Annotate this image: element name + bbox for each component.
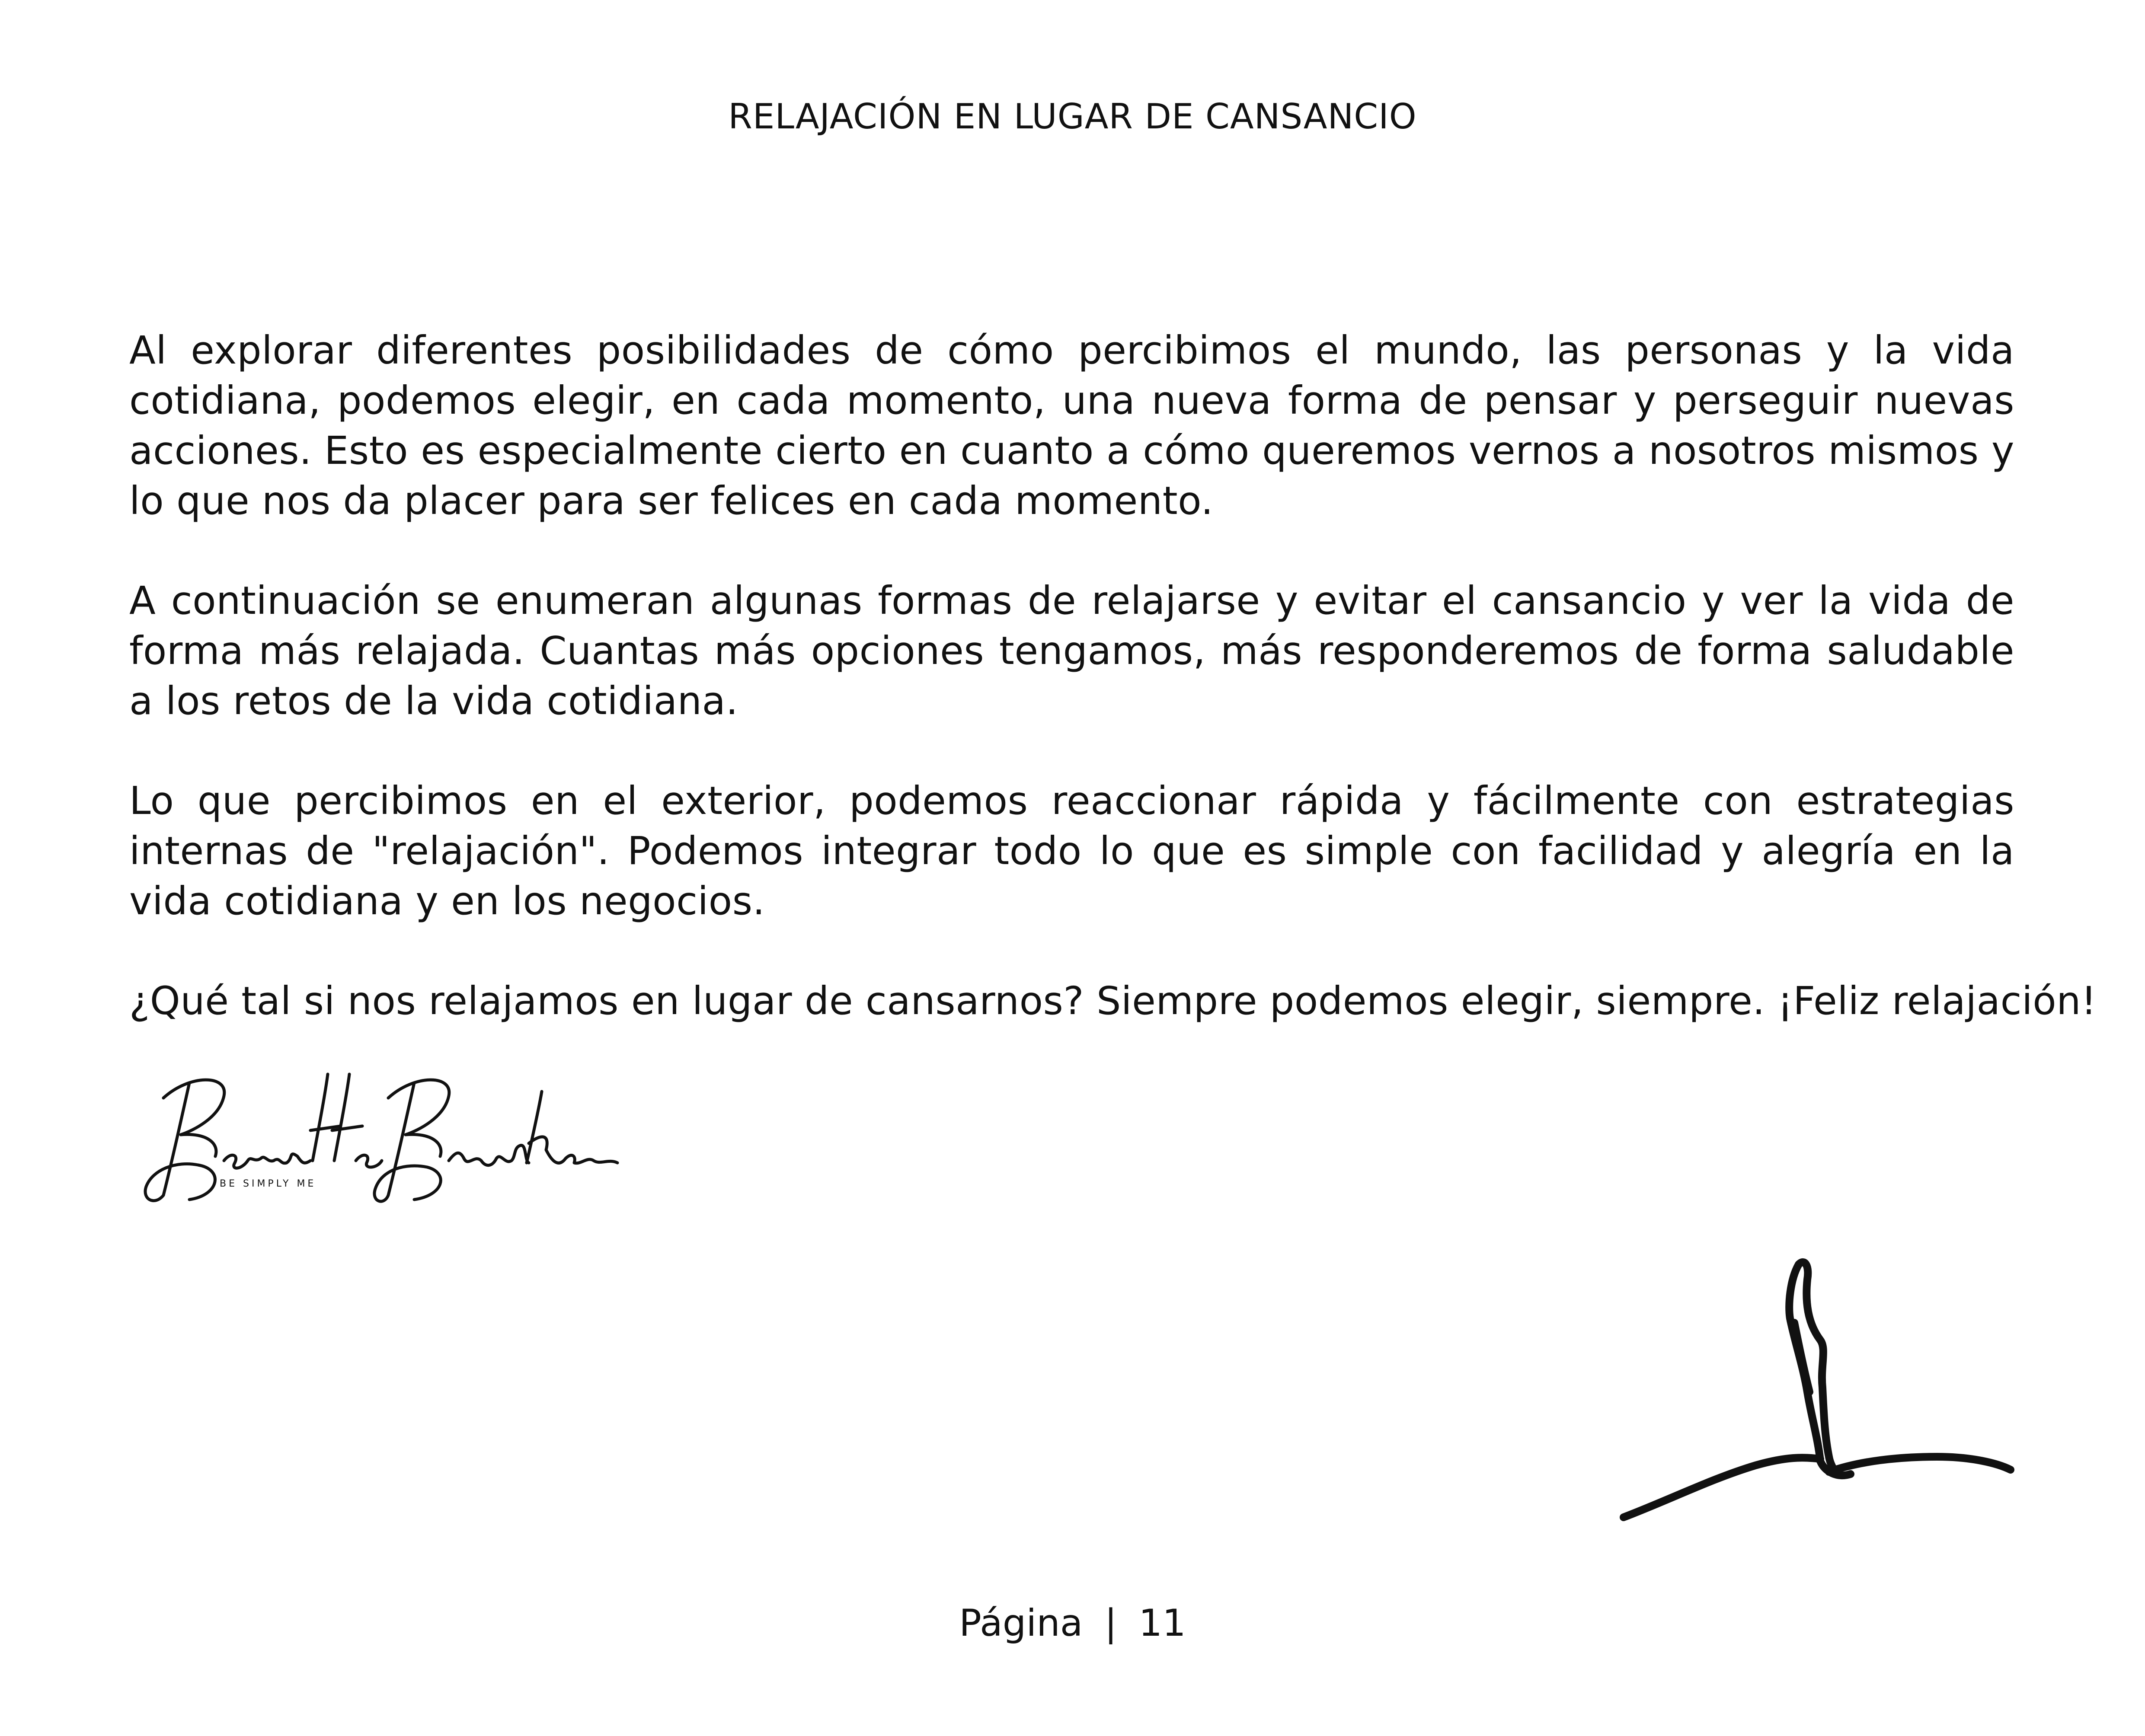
- paragraph-1: Al explorar diferentes posibilidades de cómo percibimos el mundo, las personas y la vida cotidiana, podemos elegir, en cada momento, una nueva forma de pensar y perseguir nuevas acciones. Esto es especialmente cierto en cuanto a cómo queremos vernos a nosotros mismos y lo que nos da placer para ser felices en cada momento.: [129, 328, 2014, 523]
- body-text: [129, 325, 2097, 1075]
- page-number: 11: [1138, 1602, 1186, 1645]
- page-separator: |: [1104, 1602, 1117, 1645]
- signature-tagline: BE SIMPLY ME: [220, 1178, 316, 1189]
- page-footer: [0, 1599, 2145, 1647]
- signature-logo: [137, 1057, 626, 1217]
- page-header-title: RELAJACIÓN EN LUGAR DE CANSANCIO: [728, 96, 1417, 137]
- illustration-image: [1617, 1254, 2028, 1535]
- line-art-illustration: [1617, 1254, 2028, 1535]
- signature-image: [137, 1057, 626, 1217]
- paragraph-2: A continuación se enumeran algunas formas de relajarse y evitar el cansancio y ver la vida de forma más relajada. Cuantas más opciones tengamos, más responderemos de forma saludable a los retos de la vida cotidiana.: [129, 578, 2014, 723]
- paragraph-4: ¿Qué tal si nos relajamos en lugar de cansarnos? Siempre podemos elegir, siempre. ¡Feliz relajación!: [129, 978, 2097, 1023]
- paragraph-3: Lo que percibimos en el exterior, podemos reaccionar rápida y fácilmente con estrategias internas de "relajación". Podemos integrar todo lo que es simple con facilidad y alegría en la vida cotidiana y en los negocios.: [129, 778, 2014, 923]
- page-label: Página: [959, 1602, 1083, 1645]
